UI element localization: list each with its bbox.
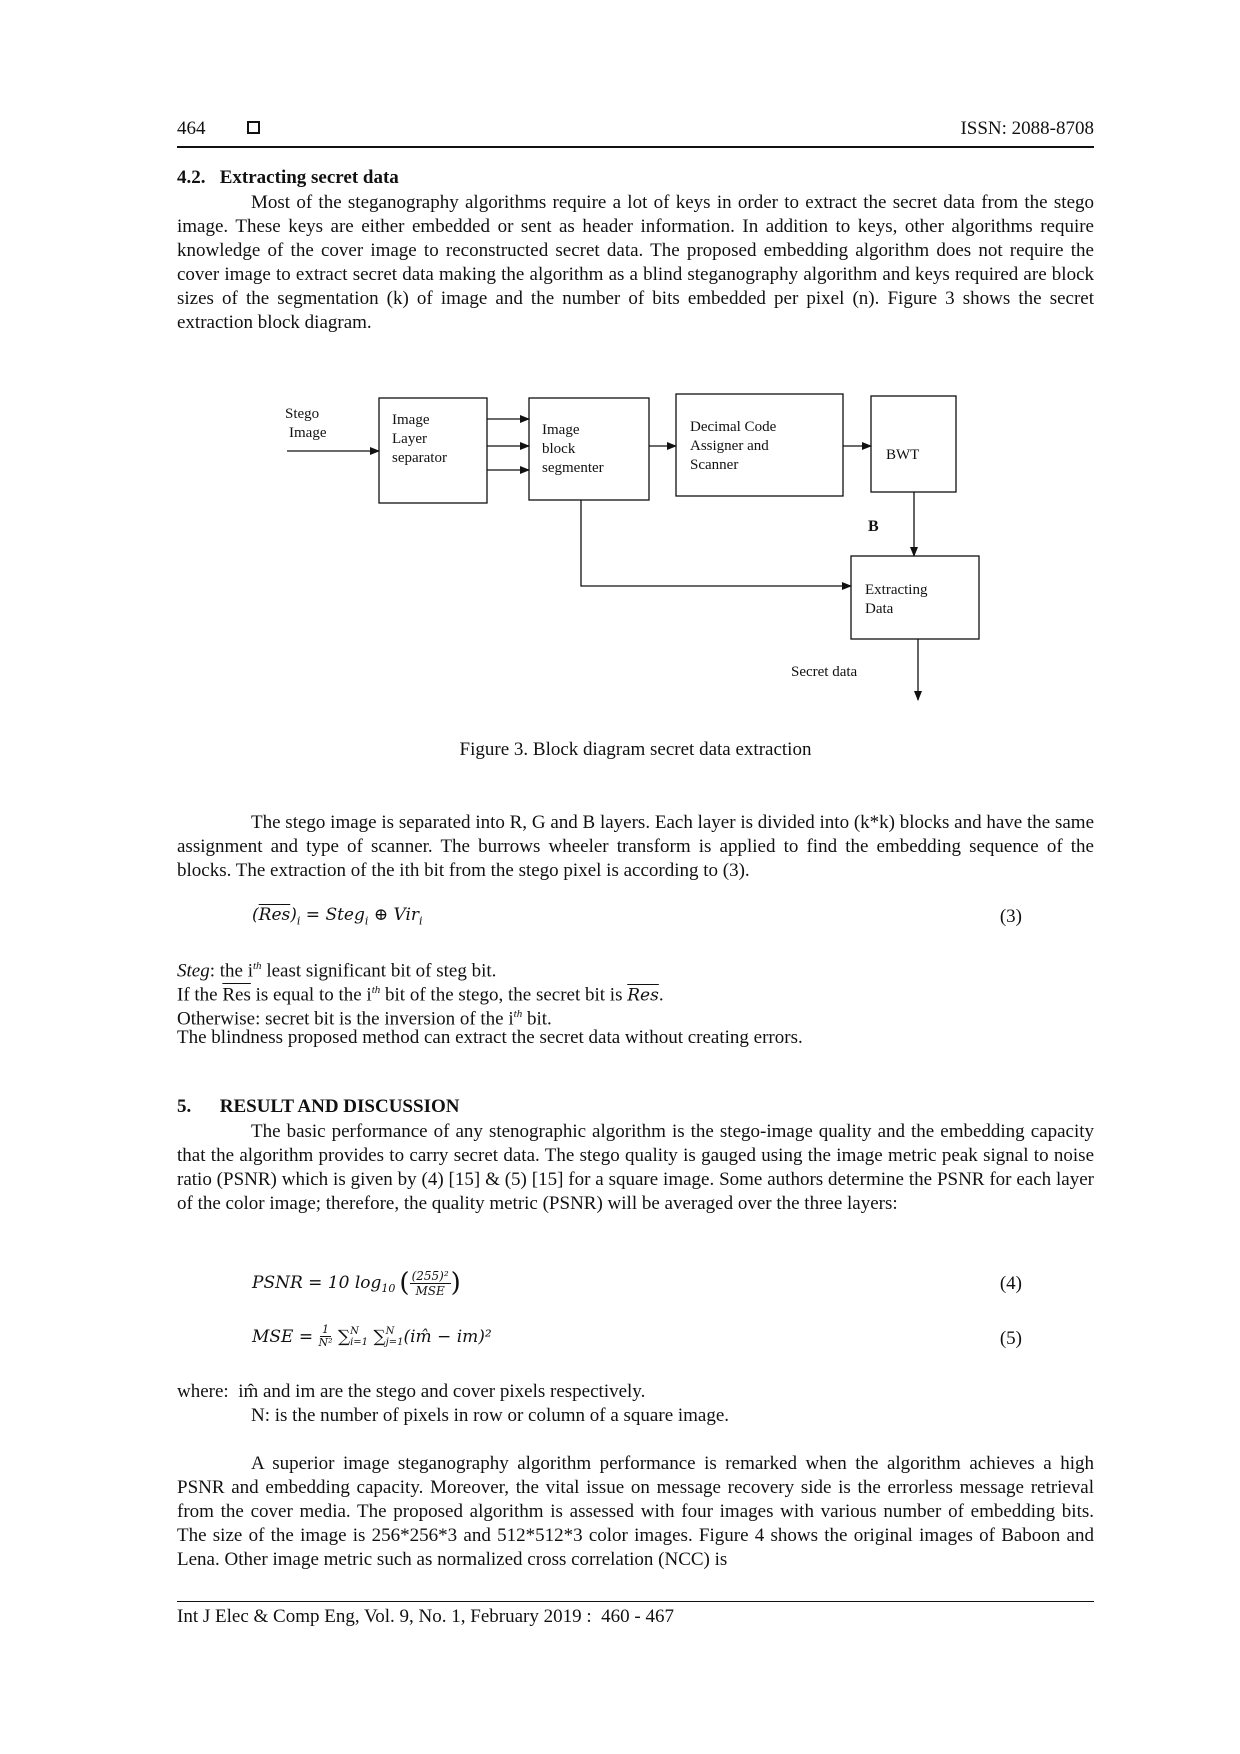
eq4-numerator: (255)²: [411, 1268, 449, 1283]
equation-5: [252, 1324, 492, 1349]
section-4-2-title: 4.2. Extracting secret data: [177, 167, 399, 188]
eq4-denominator: MSE: [415, 1283, 445, 1298]
section-4-2-paragraph: Most of the steganography algorithms require a lot of keys in order to extract the secret data from the stego image. These keys are either embedded or sent as header information. In addition to keys, other algorithms require knowledge of the cover image to reconstructed secret data. The proposed embedding algorithm does not require the cover image to extract secret data making the algorithm as a blind steganography algorithm and keys required are block sizes of the segmentation (k) of image and the number of bits embedded per pixel (n). Figure 3 shows the secret extraction block diagram.: [177, 192, 1094, 333]
if-a: If the: [177, 984, 223, 1006]
box5-line2: Data: [865, 601, 894, 617]
performance-paragraph: A superior image steganography algorithm performance is remarked when the algorithm achieves a high PSNR and embedding capacity. Moreover, the vital issue on message recovery side is the errorless message retrieval from the cover media. The proposed algorithm is assessed with four images with various number of embedding bits. The size of the image is 256*256*3 and 512*512*3 color images. Figure 4 shows the original images of Baboon and Lena. Other image metric such as normalized cross correlation (NCC) is: [177, 1453, 1094, 1570]
eq5-sum2: ∑: [368, 1326, 386, 1347]
box2-line3: segmenter: [542, 460, 604, 476]
res-overline: $\overline{Res}$: [222, 984, 251, 1006]
steg-text-a: : the i: [209, 960, 253, 982]
steg-term: Steg: [177, 960, 210, 982]
equation-5-number: (5): [999, 1328, 1022, 1349]
section-5-paragraph: The basic performance of any stenographic algorithm is the stego-image quality and the embedding capacity that the algorithm provides to carry secret data. The stego quality is gauged using the image metric peak signal to noise ratio (PSNR) which is given by (4) [15] & (5) [15] for a square image. Some authors determine the PSNR for each layer of the color image; therefore, the quality metric (PSNR) will be averaged over the three layers:: [177, 1121, 1094, 1214]
stego-label-2: Image: [289, 425, 327, 441]
section-5-title: 5. RESULT AND DISCUSSION: [177, 1096, 460, 1117]
eq3-rhs-sub: i: [364, 914, 369, 928]
eq5-denominator: N²: [318, 1336, 333, 1349]
eq5-body: (im̂ − im)²: [403, 1326, 492, 1347]
eq3-sub-i: i: [296, 914, 301, 928]
th-sup-3: th: [513, 1008, 523, 1020]
th-sup-1: th: [253, 960, 262, 972]
otherwise-b: bit.: [522, 1008, 552, 1030]
note-blindness: The blindness proposed method can extract the secret data without creating errors.: [177, 1027, 803, 1048]
box1-line3: separator: [392, 450, 447, 466]
th-sup-2: th: [371, 984, 381, 996]
box2-line1: Image: [542, 422, 580, 438]
b-label: B: [868, 518, 879, 535]
box1-line2: Layer: [392, 431, 427, 447]
eq3-rhs: = Steg: [300, 905, 365, 925]
extraction-paragraph: The stego image is separated into R, G and B layers. Each layer is divided into (k*k) blocks and have the same assignment and type of scanner. The burrows wheeler transform is applied to find the embedding sequence of the blocks. The extraction of the ith bit from the stego pixel is according to (3).: [177, 812, 1094, 881]
eq3-op-sub: i: [419, 914, 423, 928]
where-line-1: where: im̂ and im are the stego and cover pixels respectively.: [177, 1381, 646, 1402]
box3-line3: Scanner: [690, 457, 739, 473]
if-b: is equal to the i: [250, 984, 372, 1006]
eq5-sum1-sup: N: [350, 1325, 359, 1337]
if-period: .: [658, 984, 664, 1006]
box3-line2: Assigner and: [690, 438, 769, 454]
eq3-res: $\overline{Res}$: [258, 905, 291, 925]
box1-line1: Image: [392, 412, 430, 428]
eq3-op: ⊕ Vir: [368, 905, 420, 925]
arrow-segmenter-to-extract: [581, 500, 851, 586]
eq5-sum1-sub: i=1: [350, 1336, 369, 1348]
box3-line1: Decimal Code: [690, 419, 777, 435]
eq5-sum2-sup: N: [385, 1325, 395, 1337]
footer-citation: Int J Elec & Comp Eng, Vol. 9, No. 1, February 2019 : 460 - 467: [177, 1606, 674, 1627]
if-c: bit of the stego, the secret bit is: [380, 984, 628, 1006]
secret-data-label: Secret data: [791, 664, 858, 680]
equation-4: PSNR = 10 log $_{10}$ ( (255)² MSE ): [252, 1268, 461, 1298]
eq5-sum1: ∑: [332, 1326, 351, 1347]
equation-3-number: (3): [999, 906, 1022, 927]
box2-line2: block: [542, 441, 576, 457]
box5-line1: Extracting: [865, 582, 928, 598]
equation-3: $(\overline{Res})_i$ = Steg$_i$ ⊕ Vir$_i$: [252, 905, 423, 928]
figure-3-caption: Figure 3. Block diagram secret data extraction: [459, 739, 812, 760]
footer-rule: [177, 1601, 1094, 1602]
otherwise-a: Otherwise: secret bit is the inversion of the i: [177, 1008, 514, 1030]
box4-label: BWT: [886, 447, 920, 463]
eq5-sum2-sub: j=1: [385, 1336, 404, 1348]
equation-4-number: (4): [999, 1273, 1022, 1294]
where-line-2: N: is the number of pixels in row or column of a square image.: [251, 1405, 730, 1426]
eq4-lhs: PSNR = 10 log: [252, 1273, 382, 1293]
block-diagram: [0, 0, 1240, 720]
bwt-box: [871, 396, 956, 492]
res-eq: $\overline{Res}$: [627, 985, 659, 1006]
steg-text-b: least significant bit of steg bit.: [261, 960, 497, 982]
stego-label-1: Stego: [285, 406, 320, 422]
issn: ISSN: 2088-8708: [960, 118, 1094, 139]
page-number: 464: [177, 118, 206, 139]
eq4-sub: 10: [381, 1281, 396, 1295]
eq5-numerator: 1: [322, 1323, 330, 1336]
eq5-lhs: MSE =: [252, 1326, 319, 1347]
